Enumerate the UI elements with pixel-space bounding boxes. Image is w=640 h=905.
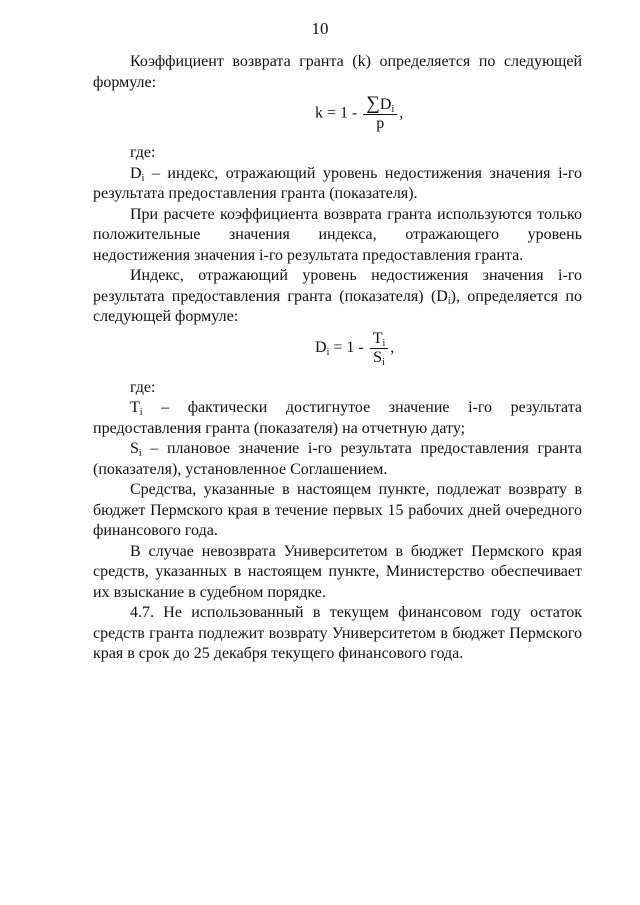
page-number: 10 <box>311 19 329 38</box>
paragraph-si-definition <box>93 439 582 480</box>
formula-k <box>93 95 582 135</box>
ti-symbol: T <box>130 399 140 416</box>
formula-di-eq: = 1 - <box>329 338 368 356</box>
formula-di-lhs: D <box>315 338 327 356</box>
formula-k-den: p <box>376 115 385 132</box>
di-sub: i <box>141 172 145 184</box>
formula-di-num: T <box>372 329 383 347</box>
p4-sub: i <box>447 295 451 307</box>
paragraph-k-definition: Коэффициент возврата гранта (k) определяется по следующей формуле: <box>93 53 582 91</box>
si-sub: i <box>138 448 142 459</box>
paragraph-di-definition <box>93 164 582 205</box>
formula-di-lhs-sub: i <box>326 346 330 358</box>
formula-di-num-sub: i <box>382 337 386 349</box>
ti-text: – фактически достигнутое значение i-го результата предоставления гранта (показателя) на отчетную дату; <box>93 399 582 437</box>
si-symbol: S <box>130 440 139 457</box>
paragraph-4-7: 4.7. Не использованный в текущем финансовом году остаток средств гранта подлежит возврату Университетом в бюджет Пермского края в срок до 25 декабря текущего финансового года. <box>93 604 582 662</box>
formula-k-fraction <box>363 95 397 133</box>
formula-di-den: S <box>373 348 383 366</box>
paragraph-non-return: В случае невозврата Университетом в бюджет Пермского края средств, указанных в настоящем пункте, Министерство обеспечивает их взыскание в судебном порядке. <box>93 542 582 601</box>
di-text: – индекс, отражающий уровень недостижения значения i-го результата предоставления гранта (показателя). <box>93 164 582 202</box>
ti-sub: i <box>139 407 143 418</box>
paragraph-return-funds: Средства, указанные в настоящем пункте, подлежат возврату в бюджет Пермского края в течение первых 15 рабочих дней очередного финансового года. <box>93 481 582 539</box>
paragraph-index-formula-intro <box>93 266 582 328</box>
where-label-2: где: <box>130 378 156 396</box>
formula-k-lhs: k = 1 - <box>315 104 362 122</box>
formula-k-num-sub: i <box>391 104 395 115</box>
formula-di-fraction <box>370 330 389 367</box>
paragraph-positive-values: При расчете коэффициента возврата гранта используются только положительные значения индекса, отражающего уровень недостижения значения i-го результата предоставления гранта. <box>93 205 582 264</box>
p4-text-b: ), определяется по следующей формуле: <box>93 287 582 325</box>
formula-di <box>93 330 582 370</box>
formula-k-tail: , <box>399 104 404 122</box>
p4-text-a: Индекс, отражающий уровень недостижения значения i-го результата предоставления гранта (показателя) (D <box>93 267 582 305</box>
di-symbol: D <box>130 164 142 182</box>
formula-di-tail: , <box>390 338 395 356</box>
document-body <box>93 52 582 665</box>
formula-k-num: D <box>379 96 392 113</box>
sigma-symbol: ∑ <box>366 93 380 114</box>
si-text: – плановое значение i-го результата предоставления гранта (показателя), установленное Соглашением. <box>93 440 582 478</box>
formula-di-den-sub: i <box>382 356 385 368</box>
where-label-1: где: <box>130 144 156 161</box>
paragraph-ti-definition <box>93 398 582 439</box>
